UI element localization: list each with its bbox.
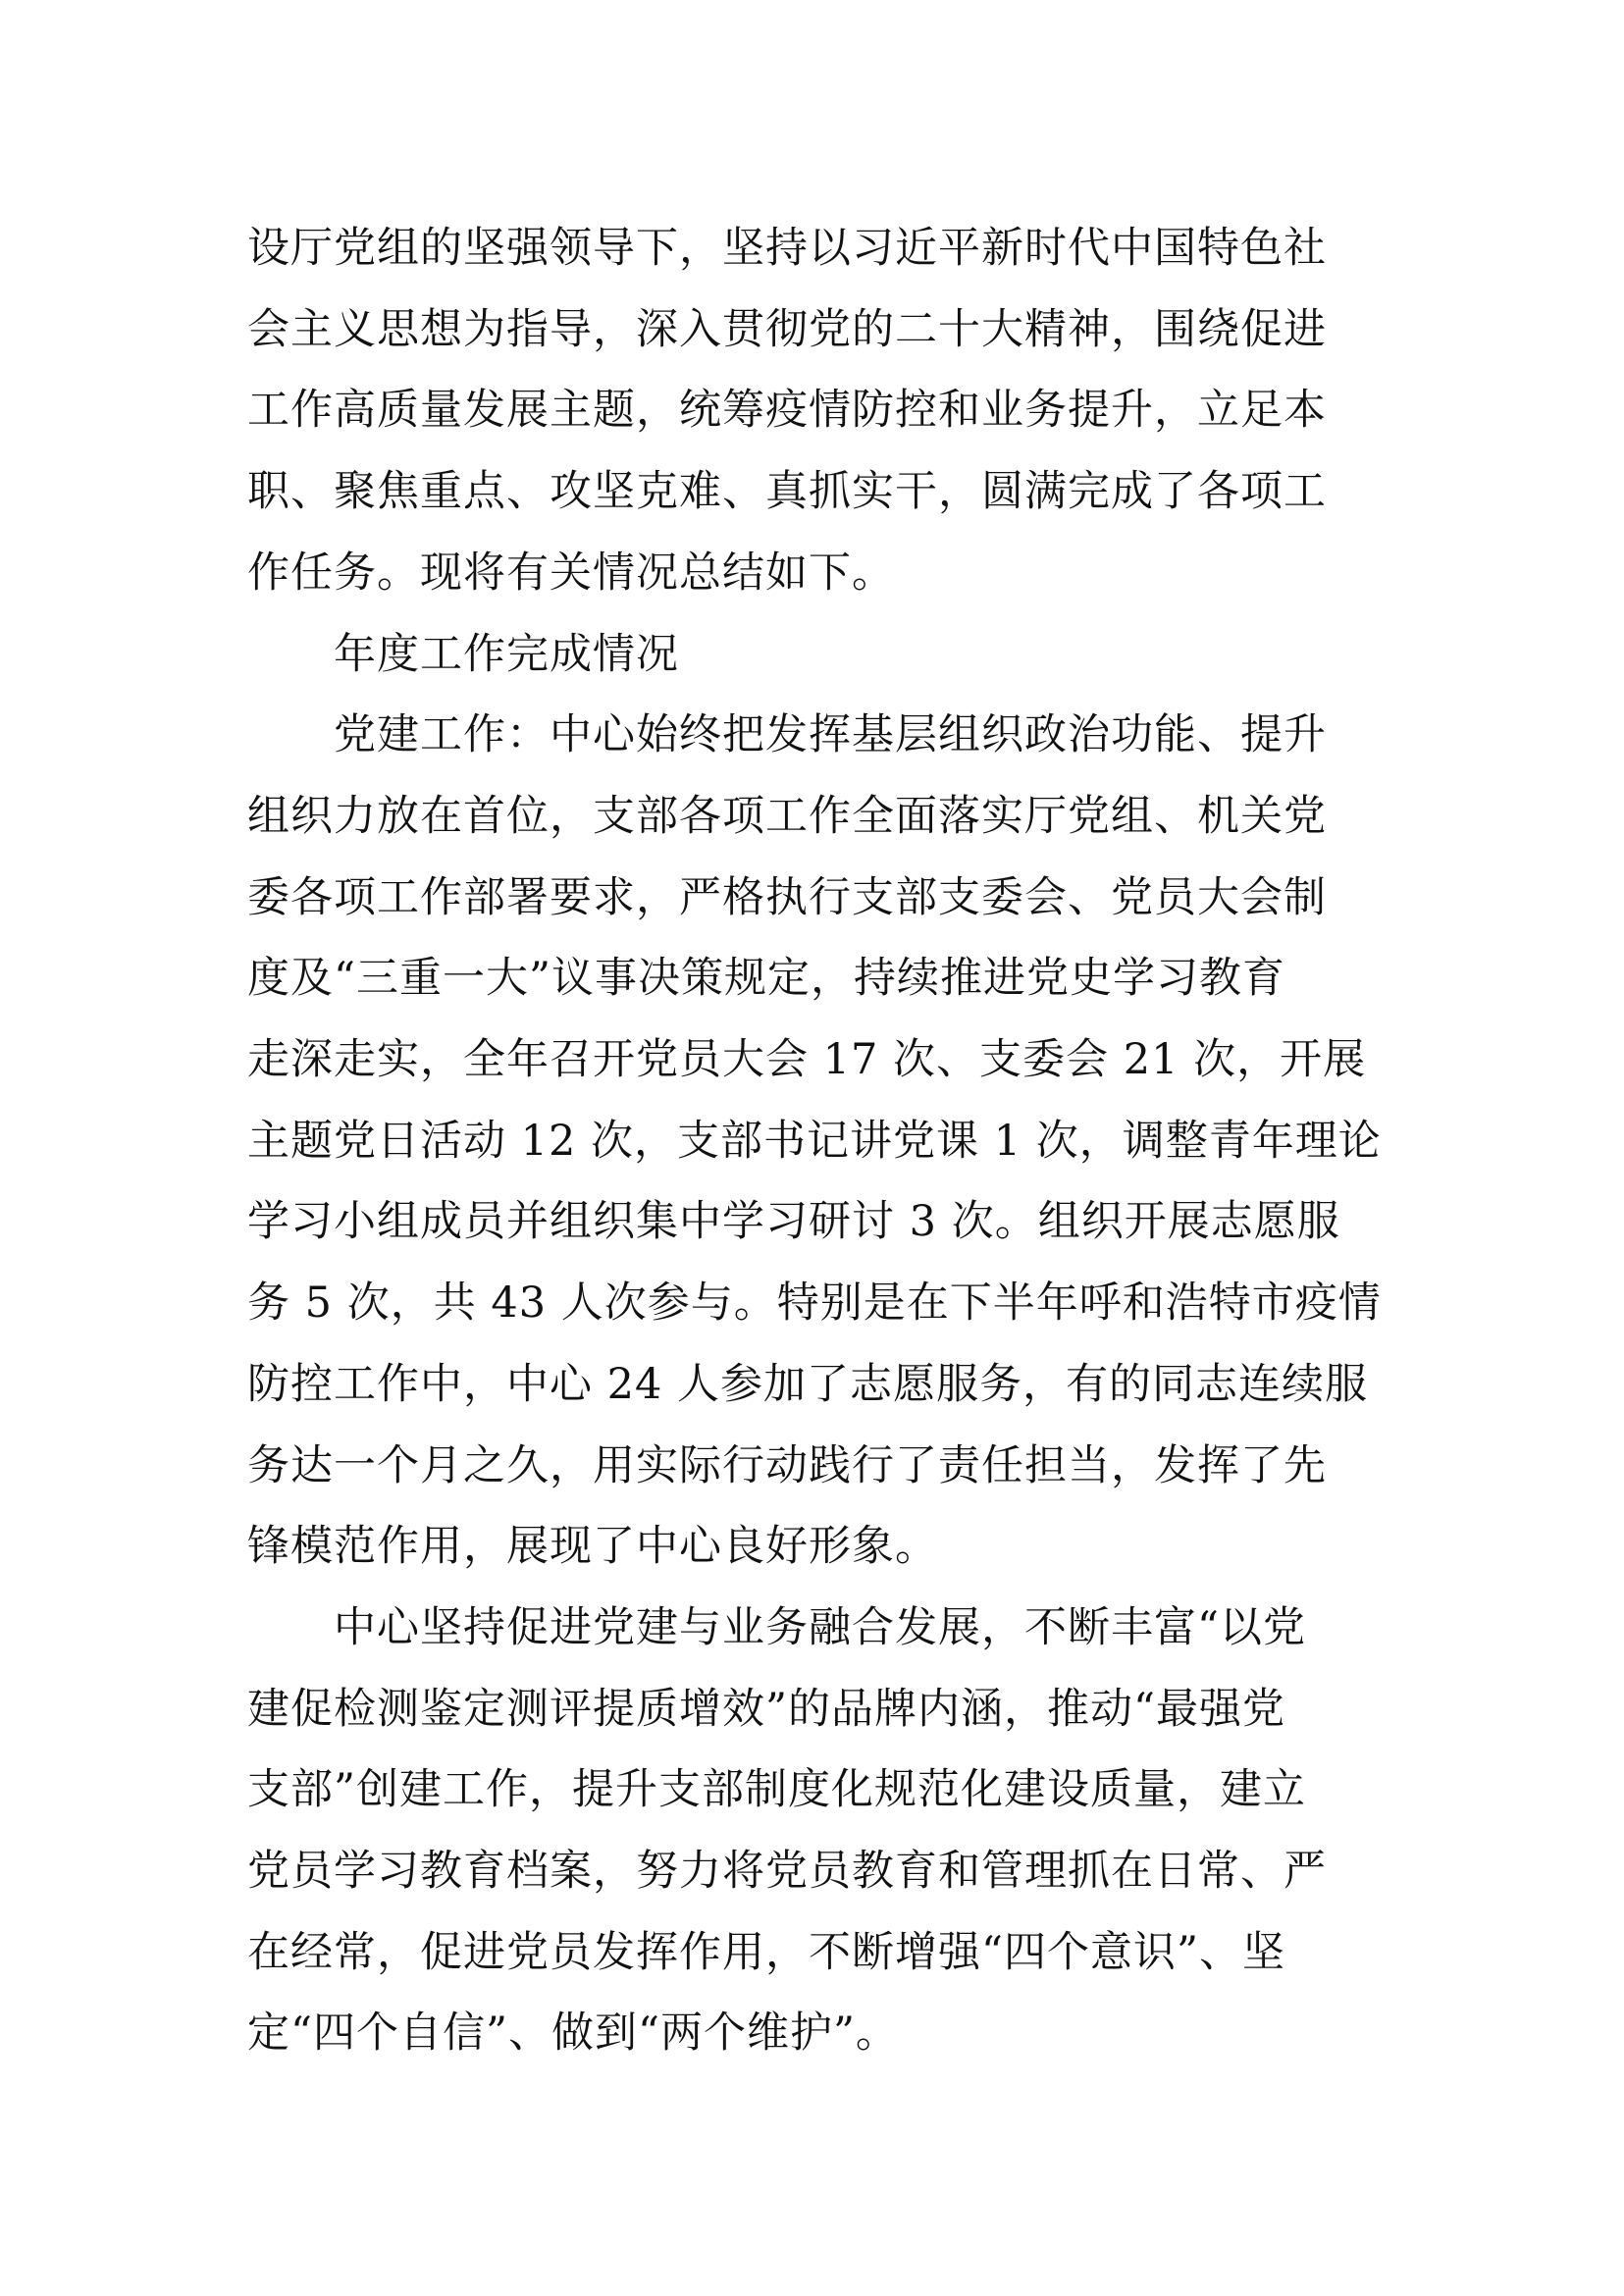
paragraph-line: 务 5 次，共 43 人次参与。特别是在下半年呼和浩特市疫情 [247, 1278, 1382, 1329]
paragraph-line: 锋模范作用，展现了中心良好形象。 [247, 1522, 938, 1572]
paragraph-line: 主题党日活动 12 次，支部书记讲党课 1 次，调整青年理论 [247, 1116, 1382, 1166]
paragraph-line: 学习小组成员并组织集中学习研讨 3 次。组织开展志愿服 [247, 1197, 1340, 1247]
paragraph-line: 工作高质量发展主题，统筹疫情防控和业务提升，立足本 [247, 386, 1327, 436]
paragraph-line: 防控工作中，中心 24 人参加了志愿服务，有的同志连续服 [247, 1359, 1369, 1409]
paragraph-party-building [247, 695, 1395, 1588]
paragraph-line: 党员学习教育档案，努力将党员教育和管理抓在日常、严 [247, 1847, 1327, 1897]
paragraph-intro [247, 208, 1395, 614]
paragraph-line: 走深走实，全年召开党员大会 17 次、支委会 21 次，开展 [247, 1035, 1367, 1085]
paragraph-line: 支部”创建工作，提升支部制度化规范化建设质量，建立 [247, 1765, 1306, 1815]
paragraph-line: 在经常，促进党员发挥作用，不断增强“四个意识”、坚 [247, 1927, 1285, 1977]
paragraph-line: 党建工作：中心始终把发挥基层组织政治功能、提升 [334, 710, 1327, 760]
paragraph-line: 作任务。现将有关情况总结如下。 [247, 548, 895, 598]
heading-text: 年度工作完成情况 [334, 629, 679, 679]
section-heading [247, 614, 1395, 696]
paragraph-integration [247, 1588, 1395, 2074]
paragraph-line: 设厅党组的坚强领导下，坚持以习近平新时代中国特色社 [247, 224, 1327, 273]
paragraph-line: 中心坚持促进党建与业务融合发展，不断丰富“以党 [334, 1602, 1306, 1652]
paragraph-line: 务达一个月之久，用实际行动践行了责任担当，发挥了先 [247, 1440, 1327, 1490]
paragraph-line: 会主义思想为指导，深入贯彻党的二十大精神，围绕促进 [247, 304, 1327, 354]
paragraph-line: 定“四个自信”、做到“两个维护”。 [247, 2009, 899, 2059]
paragraph-line: 职、聚焦重点、攻坚克难、真抓实干，圆满完成了各项工 [247, 467, 1327, 517]
paragraph-line: 委各项工作部署要求，严格执行支部支委会、党员大会制 [247, 872, 1327, 922]
paragraph-line: 建促检测鉴定测评提质增效”的品牌内涵，推动“最强党 [247, 1684, 1285, 1734]
paragraph-line: 度及“三重一大”议事决策规定，持续推进党史学习教育 [247, 954, 1285, 1004]
document-body [247, 208, 1395, 2074]
paragraph-line: 组织力放在首位，支部各项工作全面落实厅党组、机关党 [247, 791, 1327, 841]
